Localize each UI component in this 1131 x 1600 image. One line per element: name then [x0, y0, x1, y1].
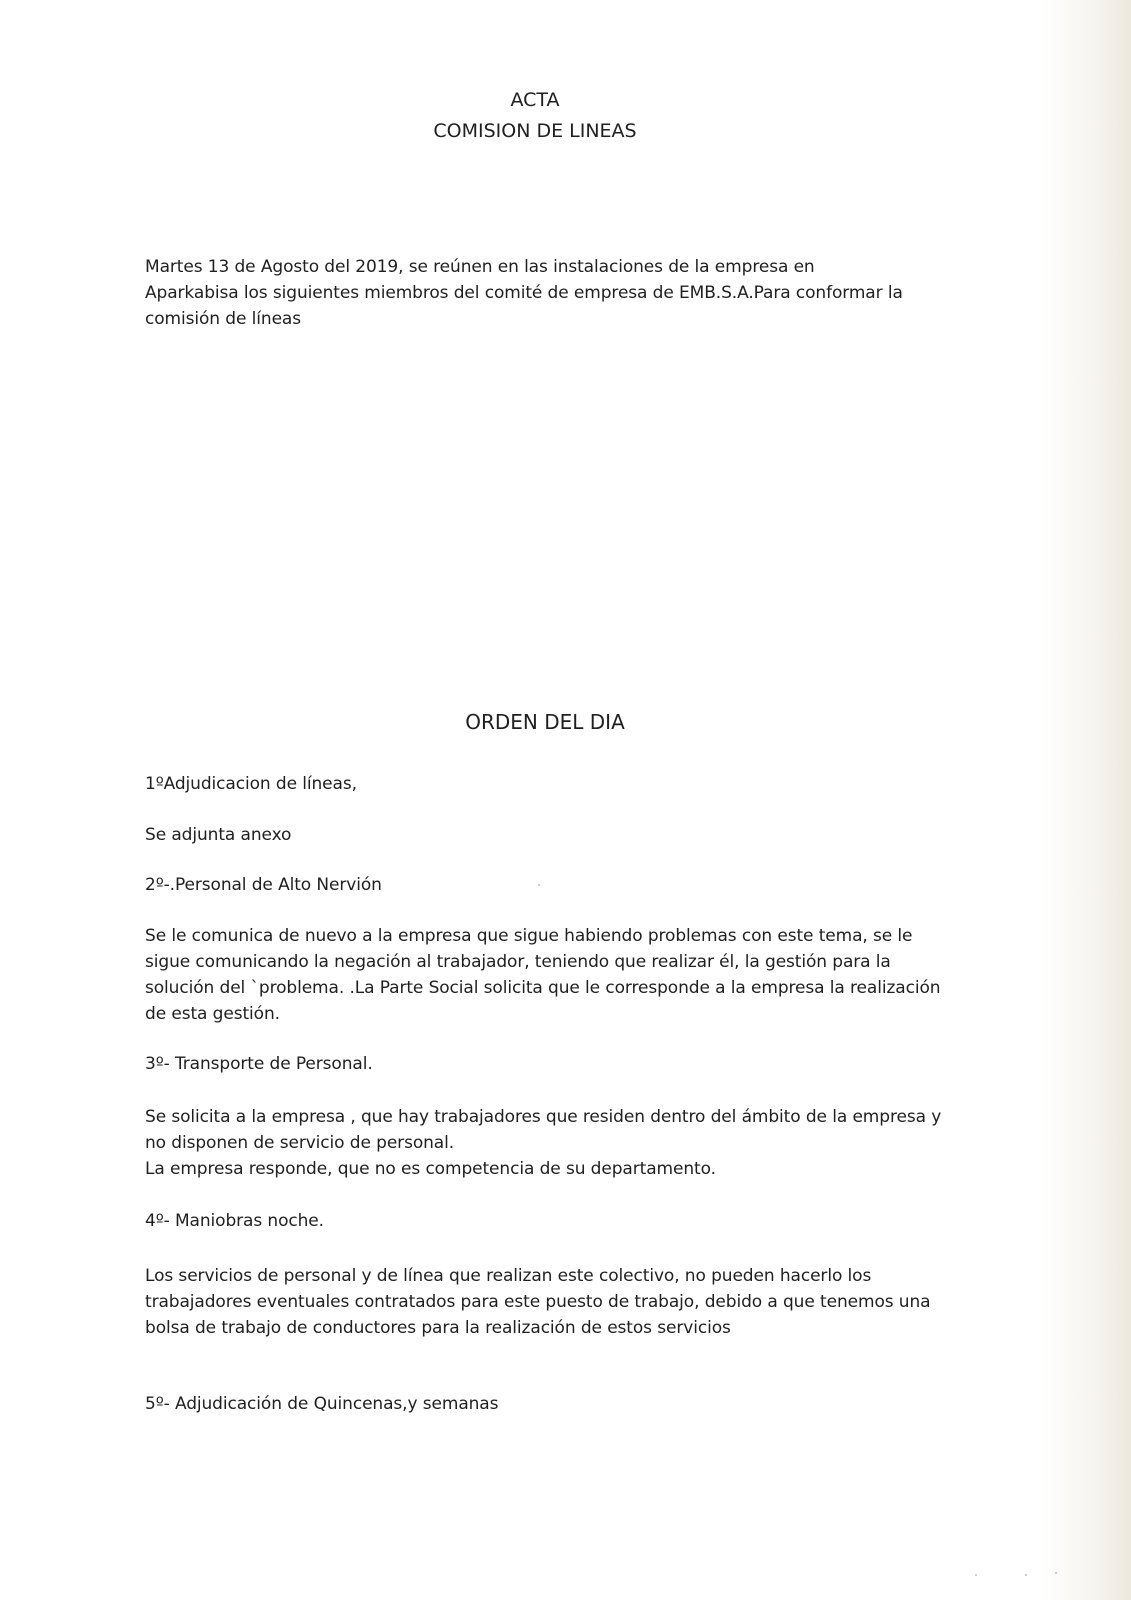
scan-speck — [1025, 1574, 1027, 1576]
document-title: ACTA — [510, 89, 560, 111]
agenda-item-title: 1ºAdjudicacion de líneas, — [145, 774, 357, 794]
agenda-item-title: 5º- Adjudicación de Quincenas,y semanas — [145, 1394, 499, 1414]
agenda-item-body-line: trabajadores eventuales contratados para este puesto de trabajo, debido a que tenemos una — [145, 1292, 931, 1312]
agenda-item-body-line: de esta gestión. — [145, 1004, 280, 1024]
agenda-item-body-line: no disponen de servicio de personal. — [145, 1133, 455, 1153]
agenda-item-title: 3º- Transporte de Personal. — [145, 1054, 373, 1074]
intro-line: comisión de líneas — [145, 309, 301, 329]
agenda-item-body-line: Se solicita a la empresa , que hay trabajadores que residen dentro del ámbito de la empresa y — [145, 1107, 942, 1127]
agenda-item-title: 2º-.Personal de Alto Nervión — [145, 875, 382, 895]
document-subtitle: COMISION DE LINEAS — [433, 120, 637, 142]
agenda-item-body-line: La empresa responde, que no es competencia de su departamento. — [145, 1159, 716, 1179]
agenda-item-title: 4º- Maniobras noche. — [145, 1211, 324, 1231]
agenda-heading: ORDEN DEL DIA — [465, 710, 625, 734]
intro-line: Aparkabisa los siguientes miembros del comité de empresa de EMB.S.A.Para conformar la — [145, 283, 903, 303]
agenda-item-body-line: solución del `problema. .La Parte Social solicita que le corresponde a la empresa la realización — [145, 978, 941, 998]
agenda-item-body-line: bolsa de trabajo de conductores para la realización de estos servicios — [145, 1318, 731, 1338]
agenda-item-body-line: Se adjunta anexo — [145, 825, 292, 845]
agenda-item-body-line: Se le comunica de nuevo a la empresa que sigue habiendo problemas con este tema, se le — [145, 926, 913, 946]
scan-speck — [1055, 1572, 1057, 1574]
agenda-item-body-line: sigue comunicando la negación al trabajador, teniendo que realizar él, la gestión para la — [145, 952, 891, 972]
intro-line: Martes 13 de Agosto del 2019, se reúnen en las instalaciones de la empresa en — [145, 257, 815, 277]
agenda-item-body-line: Los servicios de personal y de línea que realizan este colectivo, no pueden hacerlo los — [145, 1266, 872, 1286]
scan-speck — [538, 884, 540, 886]
scan-speck — [975, 1574, 977, 1576]
